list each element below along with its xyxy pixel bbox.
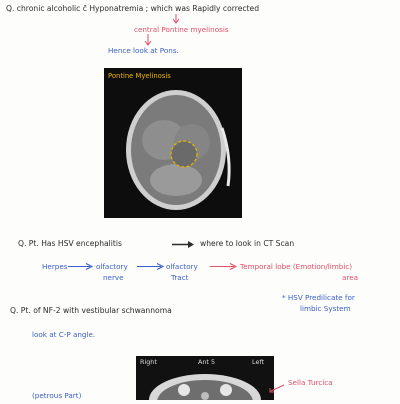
flow-temporal-b: area — [342, 273, 359, 282]
petrous-label: (petrous Part) — [32, 391, 82, 400]
question-3: Q. Pt. of NF-2 with vestibular schwannoma — [10, 306, 172, 315]
flow-olfactory-2: olfactory — [166, 262, 198, 271]
arrow-right-icon — [68, 262, 94, 271]
flow-olfactory-1: olfactory — [96, 262, 128, 271]
hsv-note: * HSV Predilicate for — [282, 293, 355, 302]
question-1: Q. chronic alcoholic c̄ Hyponatremia ; which was Rapidly corrected — [6, 4, 260, 13]
flow-olfactory-2b: Tract — [171, 273, 189, 282]
arrow-left-icon — [268, 383, 286, 395]
hence-text: Hence look at Pons. — [108, 46, 179, 55]
arrow-right-icon — [210, 262, 238, 271]
ct-ant-label: Ant 5 — [198, 358, 216, 366]
ct-label: Pontine Myelinosis — [108, 72, 171, 80]
arrow-down-icon — [142, 34, 154, 46]
flow-olfactory-1b: nerve — [103, 273, 124, 282]
flow-herpes: Herpes — [42, 262, 68, 271]
hsv-note-b: limbic System — [300, 304, 351, 313]
ct-right-label: Right — [140, 358, 157, 366]
arrow-right-icon — [172, 240, 196, 249]
arrow-down-icon — [170, 14, 182, 24]
question-2-tail: where to look in CT Scan — [200, 239, 295, 248]
ct-left-label: Left — [252, 358, 265, 366]
answer-3: look at C-P angle. — [32, 330, 96, 339]
answer-1: central Pontine myelinosis — [134, 25, 229, 34]
sella-turcica-label: Sella Turcica — [288, 378, 333, 387]
flow-temporal: Temporal lobe (Emotion/limbic) — [240, 262, 353, 271]
question-2: Q. Pt. Has HSV encephalitis — [18, 239, 122, 248]
ct-scan-pontine — [104, 68, 242, 218]
arrow-right-icon — [137, 262, 165, 271]
